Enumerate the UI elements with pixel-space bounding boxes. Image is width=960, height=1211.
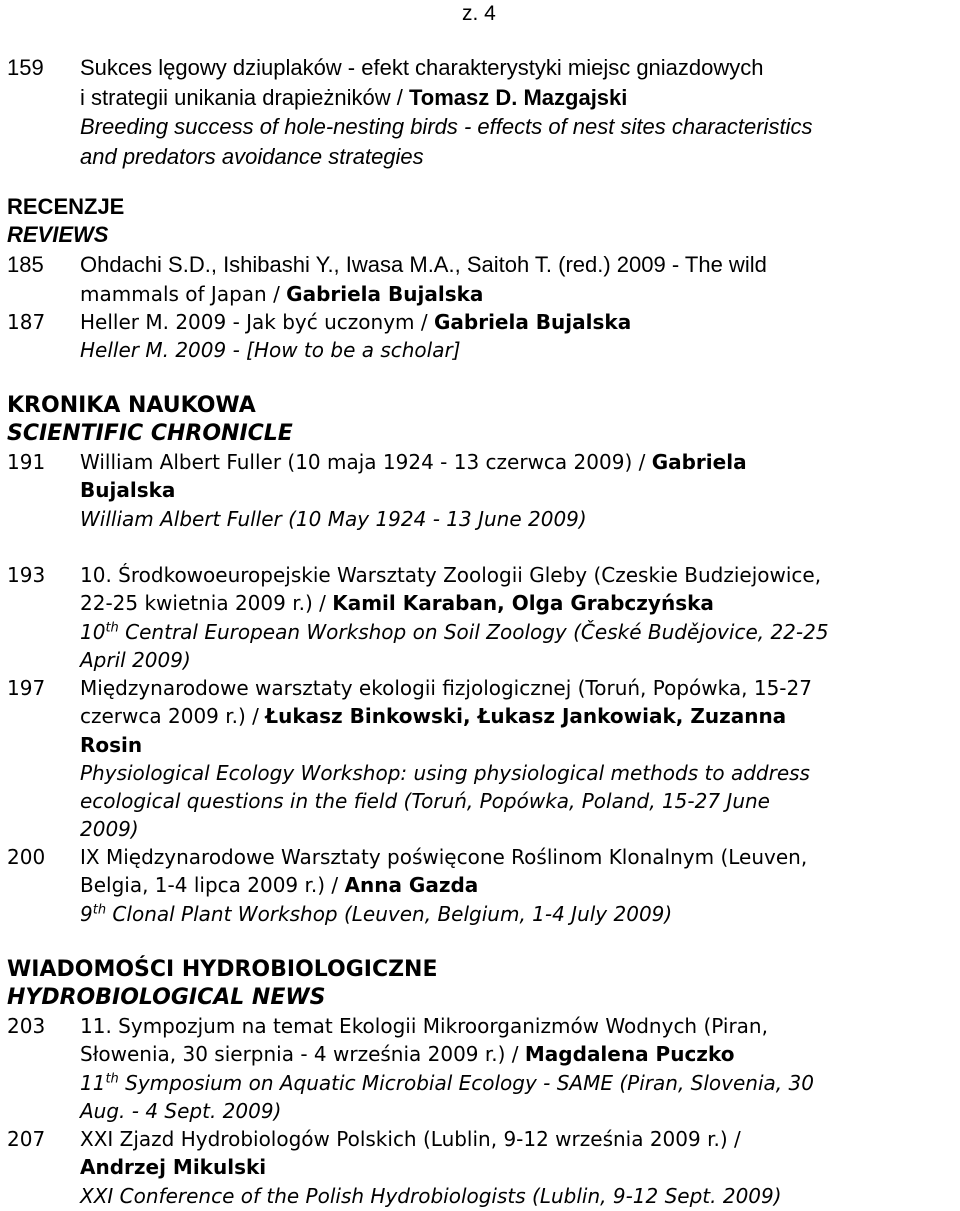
author-name: Magdalena Puczko (524, 1042, 735, 1067)
author-name: Bujalska (80, 478, 176, 503)
title-pl-line: czerwca 2009 r.) / Łukasz Binkowski, Łukasz Jankowiak, Zuzanna (80, 704, 787, 729)
section-heading-hydro-pl: WIADOMOŚCI HYDROBIOLOGICZNE (7, 957, 438, 982)
title-en-line: XXI Conference of the Polish Hydrobiologists (Lublin, 9-12 Sept. 2009) (80, 1183, 782, 1208)
title-pl-line: i strategii unikania drapieżników / Tomasz D. Mazgajski (80, 84, 628, 110)
author-name: Tomasz D. Mazgajski (408, 84, 628, 110)
title-en-line: William Albert Fuller (10 May 1924 - 13 June 2009) (80, 506, 587, 531)
title-en-line: 2009) (80, 817, 139, 842)
page-ref: 200 (7, 845, 46, 869)
title-en-line: Physiological Ecology Workshop: using physiological methods to address (80, 760, 810, 785)
author-name: Anna Gazda (344, 873, 479, 898)
title-pl-line: Heller M. 2009 - Jak być uczonym / Gabriela Bujalska (80, 310, 632, 334)
title-en-line: 9th Clonal Plant Workshop (Leuven, Belgium, 1-4 July 2009) (80, 901, 673, 926)
title-en-line: 10th Central European Workshop on Soil Zoology (České Budějovice, 22-25 (80, 619, 829, 644)
page-number: z. 4 (462, 2, 496, 25)
author-name: Łukasz Binkowski, Łukasz Jankowiak, Zuzanna (265, 704, 787, 729)
title-en-line: April 2009) (80, 647, 191, 672)
author-name: Gabriela Bujalska (286, 282, 484, 306)
title-en-line: and predators avoidance strategies (80, 143, 424, 169)
title-pl-line: William Albert Fuller (10 maja 1924 - 13 czerwca 2009) / Gabriela (80, 450, 747, 474)
section-heading-reviews-pl: RECENZJE (7, 194, 125, 219)
title-pl-line: Sukces lęgowy dziuplaków - efekt charakterystyki miejsc gniazdowych (80, 55, 764, 80)
section-heading-reviews-en: REVIEWS (7, 222, 109, 247)
page-ref: 207 (7, 1127, 46, 1151)
title-en-line: ecological questions in the field (Toruń, Popówka, Poland, 15-27 June (80, 789, 770, 814)
title-pl-line: XXI Zjazd Hydrobiologów Polskich (Lublin, 9-12 września 2009 r.) / (80, 1127, 741, 1151)
section-heading-chronicle-pl: KRONIKA NAUKOWA (7, 393, 256, 418)
title-pl-line: 11. Sympozjum na temat Ekologii Mikroorganizmów Wodnych (Piran, (80, 1014, 768, 1038)
section-heading-hydro-en: HYDROBIOLOGICAL NEWS (7, 985, 326, 1010)
title-pl-line: Międzynarodowe warsztaty ekologii fizjologicznej (Toruń, Popówka, 15-27 (80, 676, 812, 700)
title-pl-line: Słowenia, 30 sierpnia - 4 września 2009 r.) / Magdalena Puczko (80, 1042, 735, 1067)
page-ref: 185 (7, 252, 44, 277)
page-ref: 193 (7, 563, 46, 587)
page-ref: 159 (7, 55, 44, 80)
author-name: Andrzej Mikulski (80, 1155, 267, 1180)
section-heading-chronicle-en: SCIENTIFIC CHRONICLE (7, 421, 293, 446)
page-ref: 203 (7, 1014, 46, 1038)
title-en-line: Breeding success of hole-nesting birds - effects of nest sites characteristics (80, 114, 813, 139)
title-pl-line: Ohdachi S.D., Ishibashi Y., Iwasa M.A., Saitoh T. (red.) 2009 - The wild (80, 252, 767, 277)
author-name: Rosin (80, 732, 143, 757)
title-pl-line: mammals of Japan / Gabriela Bujalska (80, 282, 484, 306)
page-ref: 197 (7, 676, 46, 700)
page-ref: 191 (7, 450, 46, 474)
author-name: Kamil Karaban, Olga Grabczyńska (332, 591, 714, 616)
title-en-line: Heller M. 2009 - [How to be a scholar] (80, 338, 461, 363)
title-en-line: Aug. - 4 Sept. 2009) (80, 1098, 282, 1123)
title-pl-line: 10. Środkowoeuropejskie Warsztaty Zoologii Gleby (Czeskie Budziejowice, (80, 563, 822, 587)
title-pl-line: 22-25 kwietnia 2009 r.) / Kamil Karaban, Olga Grabczyńska (80, 591, 714, 616)
title-en-line: 11th Symposium on Aquatic Microbial Ecology - SAME (Piran, Slovenia, 30 (80, 1070, 814, 1095)
page-ref: 187 (7, 310, 46, 334)
author-name: Gabriela Bujalska (433, 310, 632, 334)
title-pl-line: IX Międzynarodowe Warsztaty poświęcone Roślinom Klonalnym (Leuven, (80, 845, 808, 869)
title-pl-line: Belgia, 1-4 lipca 2009 r.) / Anna Gazda (80, 873, 479, 898)
author-name: Gabriela (651, 450, 747, 474)
